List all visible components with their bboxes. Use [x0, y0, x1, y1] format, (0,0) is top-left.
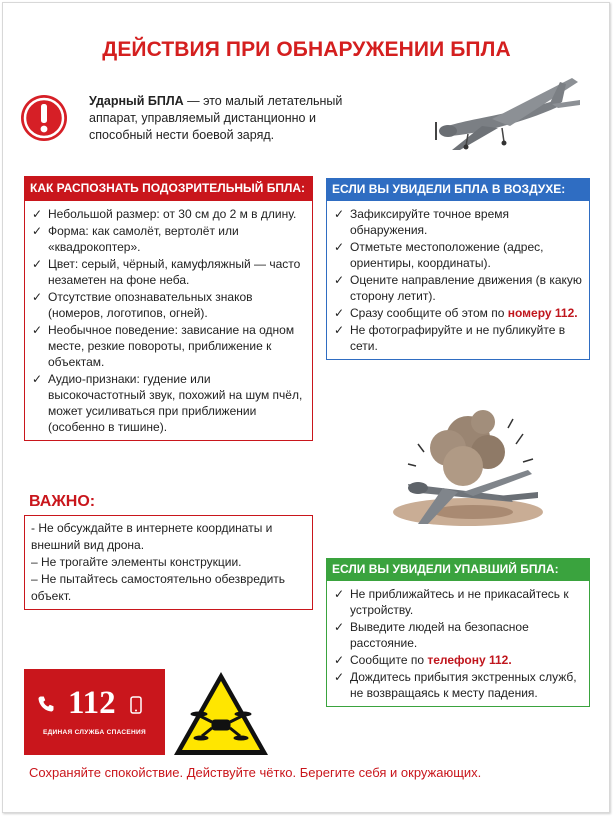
fallen-call-prefix: Сообщите по [350, 653, 428, 667]
list-item: ✓ Дождитесь прибытия экстренных служб, не возвращаясь к месту падения. [333, 669, 583, 701]
air-box [326, 178, 590, 360]
mobile-phone-icon [130, 696, 142, 714]
intro-bold: Ударный БПЛА [89, 94, 184, 108]
emergency-service-label: ЕДИНАЯ СЛУЖБА СПАСЕНИЯ [42, 729, 146, 736]
air-header: ЕСЛИ ВЫ УВИДЕЛИ БПЛА В ВОЗДУХЕ: [326, 178, 590, 200]
air-list [333, 206, 583, 354]
phone-icon [37, 695, 55, 713]
drone-plane-icon [432, 70, 582, 154]
important-line: – Не трогайте элементы конструкции. [31, 555, 242, 569]
list-item: ✓ Небольшой размер: от 30 см до 2 м в длину. [31, 206, 306, 222]
important-box [24, 515, 313, 610]
emergency-112-card [24, 669, 165, 755]
intro-body: — это малый летательный аппарат, управляемый дистанционно и способный нести боевой заряд. [89, 94, 343, 142]
list-item: ✓ Отметьте местоположение (адрес, ориентиры, координаты). [333, 239, 583, 271]
fallen-call-number: телефону 112. [427, 653, 512, 667]
list-item: ✓ Оцените направление движения (в какую сторону летит). [333, 272, 583, 304]
emergency-number: 112 [68, 685, 116, 721]
list-item: ✓ Цвет: серый, чёрный, камуфляжный — часто незаметен на фоне неба. [31, 256, 306, 288]
footer-text: Сохраняйте спокойствие. Действуйте чётко. Берегите себя и окружающих. [29, 765, 482, 780]
list-item: ✓ Необычное поведение: зависание на одном месте, резкие повороты, приближение к объектам. [31, 322, 306, 370]
list-item [333, 652, 583, 668]
list-item: ✓ Выведите людей на безопасное расстояние. [333, 619, 583, 651]
fallen-list [333, 586, 583, 701]
list-item: ✓ Аудио-признаки: гудение или высокочастотный звук, похожий на шум пчёл, может усиливаться при приближении (особенно в тишине). [31, 371, 306, 435]
crashed-drone-icon [388, 404, 548, 530]
important-line: – Не пытайтесь самостоятельно обезвредить объект. [31, 572, 286, 603]
important-line: - Не обсуждайте в интернете координаты и внешний вид дрона. [31, 521, 273, 552]
recognize-list [31, 206, 306, 435]
recognize-header: КАК РАСПОЗНАТЬ ПОДОЗРИТЕЛЬНЫЙ БПЛА: [24, 176, 313, 200]
intro-text [89, 93, 379, 144]
list-item: ✓ Форма: как самолёт, вертолёт или «квадрокоптер». [31, 223, 306, 255]
important-title: ВАЖНО: [29, 493, 96, 510]
page-title: ДЕЙСТВИЯ ПРИ ОБНАРУЖЕНИИ БПЛА [102, 38, 511, 61]
list-item: ✓ Не фотографируйте и не публикуйте в сети. [333, 322, 583, 354]
list-item [333, 305, 583, 321]
recognize-box [24, 176, 313, 441]
drone-warning-sign-icon [172, 670, 270, 757]
list-item: ✓ Зафиксируйте точное время обнаружения. [333, 206, 583, 238]
exclamation-circle-icon [20, 94, 68, 142]
air-call-number: номеру 112. [507, 306, 578, 320]
fallen-box [326, 558, 590, 707]
air-call-prefix: Сразу сообщите об этом по [350, 306, 508, 320]
list-item: ✓ Отсутствие опознавательных знаков (номеров, логотипов, огней). [31, 289, 306, 321]
list-item: ✓ Не приближайтесь и не прикасайтесь к устройству. [333, 586, 583, 618]
fallen-header: ЕСЛИ ВЫ УВИДЕЛИ УПАВШИЙ БПЛА: [326, 558, 590, 580]
